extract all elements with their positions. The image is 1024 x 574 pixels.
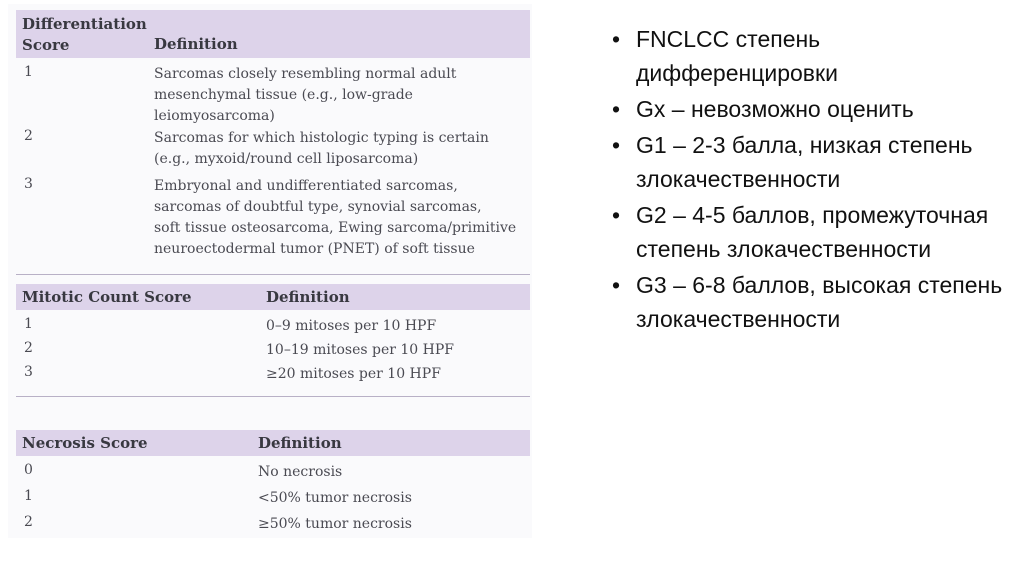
definition-cell: <50% tumor necrosis xyxy=(258,490,412,506)
bullet-dot-icon: • xyxy=(612,132,621,158)
score-cell: 0 xyxy=(24,462,33,478)
column-header-score: Mitotic Count Score xyxy=(22,288,192,306)
definition-cell: 10–19 mitoses per 10 HPF xyxy=(266,342,454,358)
table-row xyxy=(16,128,530,176)
grading-bullet-list xyxy=(612,22,1012,338)
scanned-grading-tables xyxy=(8,4,532,538)
definition-cell: Embryonal and undifferentiated sarcomas, sarcomas of doubtful type, synovial sarcomas, soft tissue osteosarcoma, Ewing sarcoma/primitive neuroectodermal tumor (PNET) of soft tissue xyxy=(154,178,517,257)
table-row xyxy=(16,340,530,364)
definition-cell: Sarcomas for which histologic typing is certain (e.g., myxoid/round cell liposarcoma) xyxy=(154,130,489,167)
bullet-dot-icon: • xyxy=(612,202,621,228)
table-row xyxy=(16,316,530,340)
differentiation-table xyxy=(16,10,530,260)
table-row xyxy=(16,364,530,388)
bullet-text: Gx – невозможно оценить xyxy=(636,96,914,122)
definition-cell: ≥50% tumor necrosis xyxy=(258,516,412,532)
bullet-item xyxy=(612,22,1012,90)
table-row xyxy=(16,462,530,488)
table-bottom-rule xyxy=(16,396,530,397)
score-cell: 1 xyxy=(24,488,33,504)
table-bottom-rule xyxy=(16,274,530,275)
table-row xyxy=(16,514,530,540)
bullet-text: G3 – 6-8 баллов, высокая степень злокачественности xyxy=(636,272,1003,332)
column-header-score: Necrosis Score xyxy=(22,434,148,452)
bullet-dot-icon: • xyxy=(612,26,621,52)
score-cell: 3 xyxy=(24,364,33,380)
column-header-definition: Definition xyxy=(258,434,342,452)
bullet-text: G1 – 2-3 балла, низкая степень злокачественности xyxy=(636,132,973,192)
score-cell: 1 xyxy=(24,316,33,332)
bullet-item xyxy=(612,198,1012,266)
table-header xyxy=(16,284,530,310)
score-cell: 2 xyxy=(24,128,33,144)
table-header xyxy=(16,430,530,456)
table-row xyxy=(16,64,530,128)
bullet-item xyxy=(612,128,1012,196)
score-cell: 2 xyxy=(24,340,33,356)
column-header-definition: Definition xyxy=(154,35,238,53)
bullet-item xyxy=(612,92,1012,126)
bullet-text: G2 – 4-5 баллов, промежуточная степень злокачественности xyxy=(636,202,989,262)
bullet-item xyxy=(612,268,1012,336)
mitotic-count-table xyxy=(16,284,530,388)
definition-cell: Sarcomas closely resembling normal adult mesenchymal tissue (e.g., low-grade leiomyosarcoma) xyxy=(154,66,457,124)
table-row xyxy=(16,488,530,514)
bullet-dot-icon: • xyxy=(612,272,621,298)
bullet-text: FNCLCC степень дифференцировки xyxy=(636,26,838,86)
necrosis-table xyxy=(16,430,530,540)
definition-cell: ≥20 mitoses per 10 HPF xyxy=(266,366,441,382)
score-cell: 3 xyxy=(24,176,33,192)
column-header-score: Differentiation Score xyxy=(22,15,147,54)
definition-cell: 0–9 mitoses per 10 HPF xyxy=(266,318,437,334)
table-row xyxy=(16,176,530,260)
score-cell: 1 xyxy=(24,64,33,80)
table-header xyxy=(16,10,530,58)
column-header-definition: Definition xyxy=(266,288,350,306)
definition-cell: No necrosis xyxy=(258,464,343,480)
score-cell: 2 xyxy=(24,514,33,530)
bullet-dot-icon: • xyxy=(612,96,621,122)
